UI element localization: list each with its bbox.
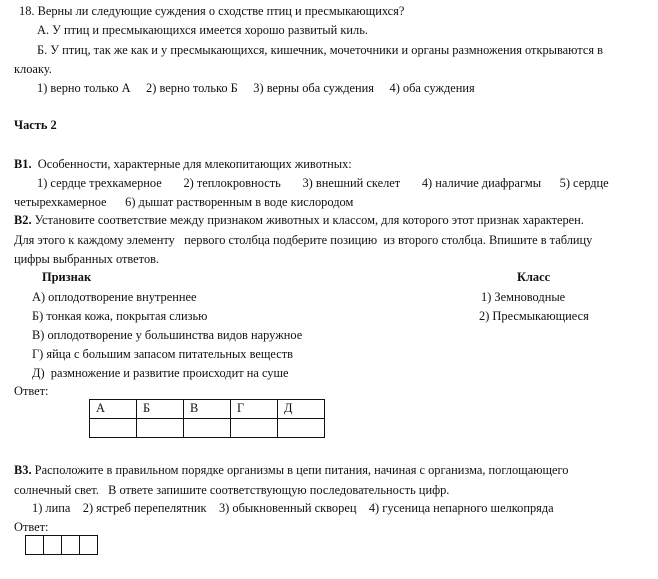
- b3-options: 1) липа 2) ястреб перепелятник 3) обыкновенный скворец 4) гусеница непарного шелкопряда: [32, 501, 554, 515]
- b2-header-v: В: [184, 400, 231, 419]
- b2-answer-table: [89, 399, 325, 438]
- q18-question: 18. Верны ли следующие суждения о сходстве птиц и пресмыкающихся?: [19, 4, 405, 18]
- b3-label: В3.: [14, 463, 32, 477]
- b3-answer-label: Ответ:: [14, 520, 49, 534]
- b2-answer-label: Ответ:: [14, 384, 49, 398]
- b3-answer-cell[interactable]: [43, 535, 62, 555]
- b2-feature-g: Г) яйца с большим запасом питательных веществ: [32, 347, 293, 361]
- b2-header-a: А: [90, 400, 137, 419]
- b2-feature-b: Б) тонкая кожа, покрытая слизью: [32, 309, 208, 323]
- q18-statement-b-line2: клоаку.: [14, 62, 52, 76]
- b2-feature-v: В) оплодотворение у большинства видов наружное: [32, 328, 303, 342]
- b1-label: В1.: [14, 157, 32, 171]
- b2-feature-d: Д) размножение и развитие происходит на суше: [32, 366, 289, 380]
- b3-answer-cell[interactable]: [61, 535, 80, 555]
- q18-statement-a: А. У птиц и пресмыкающихся имеется хорошо развитый киль.: [37, 23, 368, 37]
- b2-header-g: Г: [231, 400, 278, 419]
- b3-answer-cell[interactable]: [79, 535, 98, 555]
- b2-instruction-line1: Установите соответствие между признаком животных и классом, для которого этот признак характерен.: [34, 213, 584, 227]
- b1-options-line2: четырехкамерное 6) дышат растворенным в воде кислородом: [14, 195, 354, 209]
- b2-answer-cell-d[interactable]: [278, 419, 325, 438]
- b2-answer-cell-v[interactable]: [184, 419, 231, 438]
- b3-instruction-line2: солнечный свет. В ответе запишите соответствующую последовательность цифр.: [14, 483, 450, 497]
- b2-answer-cell-a[interactable]: [90, 419, 137, 438]
- b3-answer-cells: [25, 535, 97, 555]
- b1-options-line1: 1) сердце трехкамерное 2) теплокровность 3) внешний скелет 4) наличие диафрагмы 5) сердце: [37, 176, 609, 190]
- b1-question-line: [14, 155, 352, 174]
- b2-header-d: Д: [278, 400, 325, 419]
- b2-answer-table-header-row: [90, 400, 325, 419]
- b2-col1-header: Признак: [42, 270, 92, 284]
- b2-feature-a: А) оплодотворение внутреннее: [32, 290, 197, 304]
- b2-instruction-line2: Для этого к каждому элементу первого столбца подберите позицию из второго столбца. Впишите в таблицу: [14, 233, 593, 247]
- b2-class-1: 1) Земноводные: [481, 290, 566, 304]
- b2-instruction-line3: цифры выбранных ответов.: [14, 252, 160, 266]
- b2-label: В2.: [14, 213, 32, 227]
- b2-class-2: 2) Пресмыкающиеся: [479, 309, 589, 323]
- q18-statement-b-line1: Б. У птиц, так же как и у пресмыкающихся, кишечник, мочеточники и органы размножения открываются в: [37, 43, 603, 57]
- part2-title: Часть 2: [14, 118, 57, 132]
- b3-answer-cell[interactable]: [25, 535, 44, 555]
- b2-header-b: Б: [137, 400, 184, 419]
- q18-options: 1) верно только А 2) верно только Б 3) верны оба суждения 4) оба суждения: [37, 81, 475, 95]
- b3-instruction-line1: Расположите в правильном порядке организмы в цепи питания, начиная с организма, поглощающего: [34, 463, 569, 477]
- b2-col2-header: Класс: [517, 270, 551, 284]
- b3-line1: [14, 461, 568, 480]
- b2-answer-cell-g[interactable]: [231, 419, 278, 438]
- b1-question: Особенности, характерные для млекопитающих животных:: [37, 157, 352, 171]
- b2-answer-table-input-row: [90, 419, 325, 438]
- b2-line1: [14, 211, 584, 230]
- b2-answer-cell-b[interactable]: [137, 419, 184, 438]
